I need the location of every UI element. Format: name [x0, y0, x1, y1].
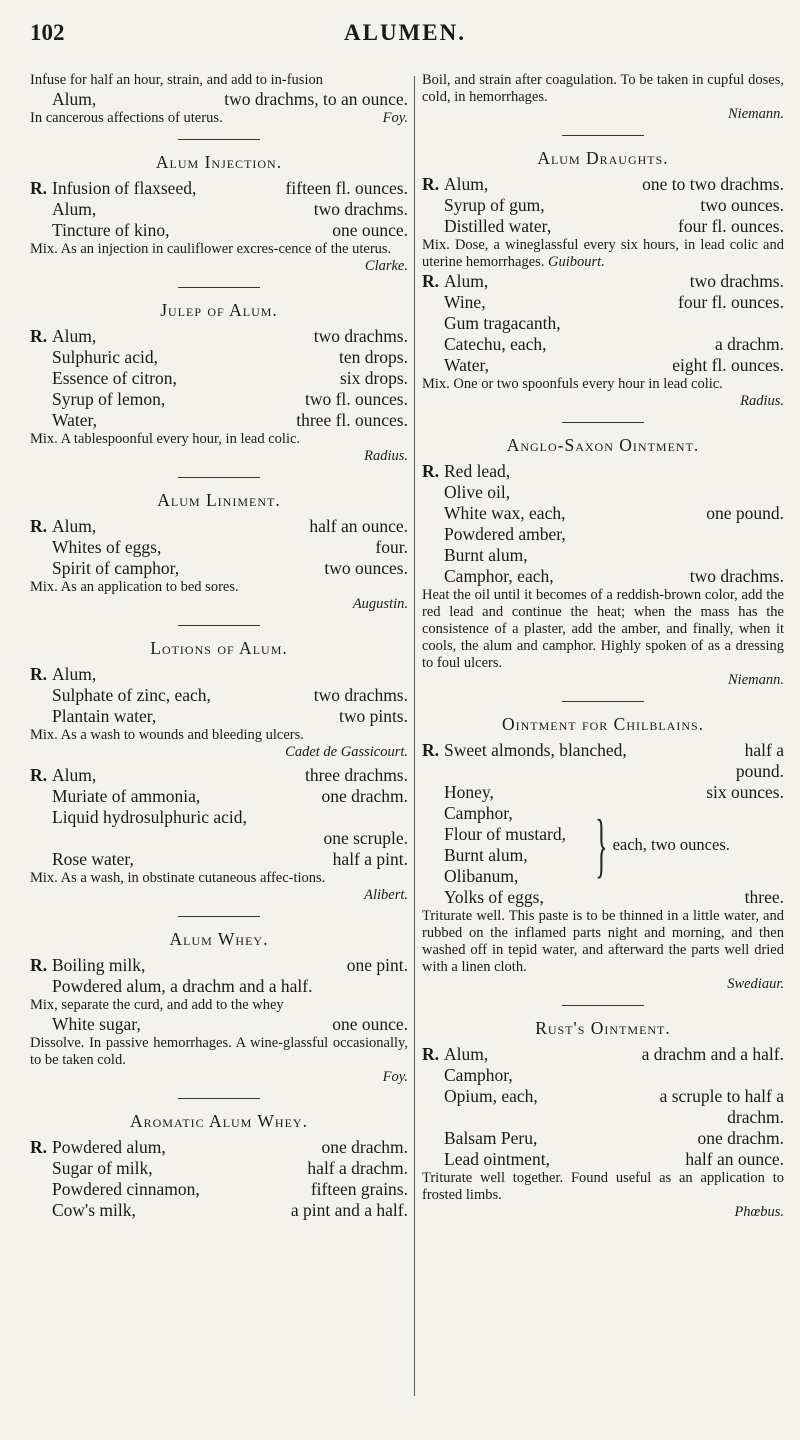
mix-line: Mix, separate the curd, and add to the whey [30, 997, 284, 1013]
attribution: Cadet de Gassicourt. [285, 744, 408, 760]
attribution: Clarke. [364, 258, 408, 274]
recipe-line: Muriate of ammonia, one drachm. [52, 786, 408, 806]
recipe-line: Spirit of camphor, two ounces. [52, 558, 408, 578]
recipe-line: Sugar of milk, half a drachm. [52, 1158, 408, 1178]
recipe-line: Syrup of gum, two ounces. [444, 195, 784, 215]
divider [178, 1098, 260, 1099]
divider [178, 139, 260, 140]
recipe-line: Liquid hydrosulphuric acid, [52, 807, 247, 827]
divider [178, 287, 260, 288]
attribution: Alibert. [364, 887, 408, 903]
directions: Mix. As an application to bed sores. [30, 579, 239, 595]
recipe-line: Olive oil, [444, 482, 511, 502]
recipe-line: R. Alum, two drachms. [422, 271, 784, 291]
page-number: 102 [30, 20, 65, 45]
recipe-line: Honey, six ounces. [444, 782, 784, 802]
directions: Triturate well. This paste is to be thinned in a little water, and rubbed on the inflamed parts night and morning, and then washed off in tepid water, and afterward the parts well dried with a linen cloth. [422, 908, 784, 975]
recipe-line: Alum, two drachms, to an ounce. [52, 89, 408, 109]
recipe-line: pound. [735, 761, 784, 781]
right-column [422, 72, 784, 1221]
section-title-liniment: Alum Liniment. [157, 490, 281, 510]
divider [178, 916, 260, 917]
recipe-line: White wax, each, one pound. [444, 503, 784, 523]
divider [178, 625, 260, 626]
attribution: Augustin. [352, 596, 408, 612]
attribution: Swediaur. [727, 976, 784, 992]
attribution: Radius. [740, 393, 784, 409]
recipe-line: R. Sweet almonds, blanched, half a [422, 740, 784, 760]
running-head: ALUMEN. [344, 20, 466, 45]
page-header [30, 20, 780, 54]
recipe-line: Balsam Peru, one drachm. [444, 1128, 784, 1148]
recipe-line: R. Alum, two drachms. [30, 326, 408, 346]
section-title-alum-injection: Alum Injection. [155, 152, 283, 172]
recipe-line: Rose water, half a pint. [52, 849, 408, 869]
recipe-line: Alum, two drachms. [52, 199, 408, 219]
recipe-line: Gum tragacanth, [444, 313, 561, 333]
recipe-line: White sugar, one ounce. [52, 1014, 408, 1034]
section-title-julep: Julep of Alum. [160, 300, 278, 320]
brace-group: Camphor, Flour of mustard, Burnt alum, Olibanum, } each, two ounces. [444, 803, 730, 886]
recipe-line: Syrup of lemon, two fl. ounces. [52, 389, 408, 409]
divider [562, 701, 644, 702]
attribution: Radius. [364, 448, 408, 464]
column-rule [414, 76, 415, 1396]
recipe-line: drachm. [727, 1107, 784, 1127]
recipe-line: Essence of citron, six drops. [52, 368, 408, 388]
directions: Triturate well together. Found useful as an application to frosted limbs. [422, 1170, 784, 1203]
recipe-line: Whites of eggs, four. [52, 537, 408, 557]
section-title-anglo-saxon: Anglo-Saxon Ointment. [506, 435, 700, 455]
directions: Mix. As a wash, in obstinate cutaneous affec-tions. [30, 870, 326, 886]
recipe-line: R. Alum, [30, 664, 97, 684]
recipe-line: Camphor, each, two drachms. [444, 566, 784, 586]
recipe-line: Lead ointment, half an ounce. [444, 1149, 784, 1169]
recipe-line: Cow's milk, a pint and a half. [52, 1200, 408, 1220]
divider [562, 135, 644, 136]
brace-icon: } [595, 805, 608, 885]
directions: Mix. A tablespoonful every hour, in lead colic. [30, 431, 301, 447]
recipe-line: Powdered cinnamon, fifteen grains. [52, 1179, 408, 1199]
recipe-line: Plantain water, two pints. [52, 706, 408, 726]
recipe-line: Distilled water, four fl. ounces. [444, 216, 784, 236]
recipe-line: Camphor, [444, 1065, 513, 1085]
section-title-whey: Alum Whey. [169, 929, 269, 949]
recipe-line: R. Red lead, [422, 461, 511, 481]
recipe-line: Water, three fl. ounces. [52, 410, 408, 430]
recipe-line: Yolks of eggs, three. [444, 887, 784, 907]
section-title-lotions: Lotions of Alum. [150, 638, 288, 658]
recipe-line: Catechu, each, a drachm. [444, 334, 784, 354]
attribution: Foy. [382, 1069, 408, 1085]
directions: Mix. One or two spoonfuls every hour in lead colic. [422, 376, 723, 392]
recipe-line: Water, eight fl. ounces. [444, 355, 784, 375]
intro-text: Infuse for half an hour, strain, and add to in-fusion [30, 72, 323, 88]
intro-usage: In cancerous affections of uterus. Foy. [30, 110, 408, 126]
recipe-line: one scruple. [323, 828, 408, 848]
recipe-line: Wine, four fl. ounces. [444, 292, 784, 312]
directions: Mix. As an injection in cauliflower excres-cence of the uterus. [30, 241, 392, 257]
directions: Mix. Dose, a wineglassful every six hours, in lead colic and uterine hemorrhages. Guibourt. [422, 237, 784, 270]
recipe-line: Burnt alum, [444, 545, 528, 565]
section-title-rust: Rust's Ointment. [535, 1018, 671, 1038]
divider [562, 1005, 644, 1006]
attribution: Niemann. [728, 106, 784, 122]
recipe-line: R. Alum, three drachms. [30, 765, 408, 785]
directions: Heat the oil until it becomes of a reddish-brown color, add the red lead and continue the heat; when the mass has the consistence of a plaster, add the amber, and finally, when it cools, the alum and camphor. Highly spoken of as a dressing to foul ulcers. [422, 587, 784, 671]
recipe-line: R. Infusion of flaxseed, fifteen fl. ounces. [30, 178, 408, 198]
attribution: Niemann. [728, 672, 784, 688]
recipe-line: R. Alum, half an ounce. [30, 516, 408, 536]
recipe-line: Opium, each, a scruple to half a [444, 1086, 784, 1106]
recipe-line: R. Boiling milk, one pint. [30, 955, 408, 975]
recipe-line: Tincture of kino, one ounce. [52, 220, 408, 240]
recipe-line: R. Powdered alum, one drachm. [30, 1137, 408, 1157]
divider [562, 422, 644, 423]
section-title-draughts: Alum Draughts. [537, 148, 669, 168]
recipe-line: Powdered alum, a drachm and a half. [52, 976, 313, 996]
recipe-line: R. Alum, one to two drachms. [422, 174, 784, 194]
section-title-aromatic: Aromatic Alum Whey. [130, 1111, 308, 1131]
directions: Mix. As a wash to wounds and bleeding ulcers. [30, 727, 304, 743]
recipe-line: Sulphate of zinc, each, two drachms. [52, 685, 408, 705]
section-title-chilblains: Ointment for Chilblains. [501, 714, 705, 734]
recipe-line: Powdered amber, [444, 524, 566, 544]
directions: Dissolve. In passive hemorrhages. A wine-glassful occasionally, to be taken cold. [30, 1035, 408, 1068]
recipe-line: Sulphuric acid, ten drops. [52, 347, 408, 367]
recipe-line: R. Alum, a drachm and a half. [422, 1044, 784, 1064]
continuation-text: Boil, and strain after coagulation. To be taken in cupful doses, cold, in hemorrhages. [422, 72, 784, 105]
left-column [30, 72, 408, 1221]
divider [178, 477, 260, 478]
attribution: Phœbus. [734, 1204, 784, 1220]
